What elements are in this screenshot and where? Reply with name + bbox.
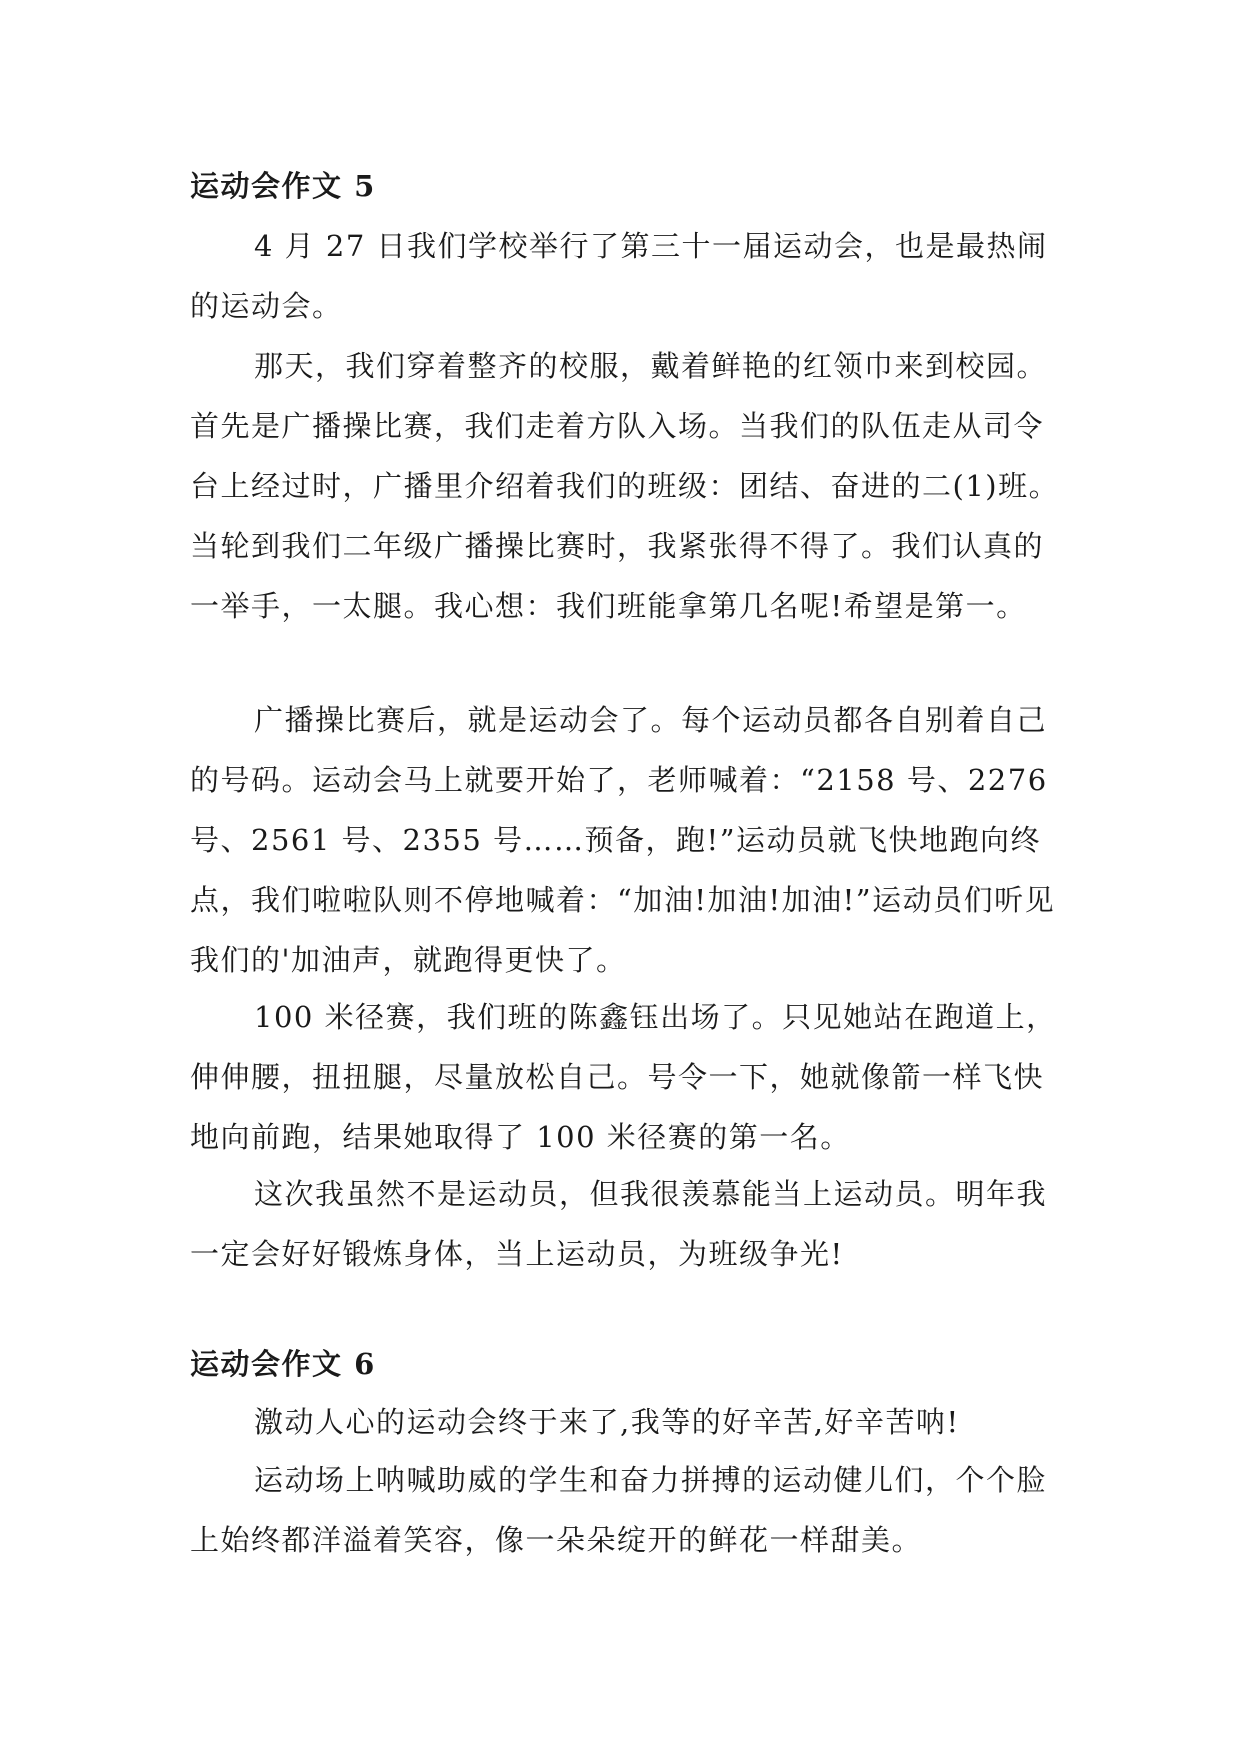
essay-paragraph: 这次我虽然不是运动员，但我很羡慕能当上运动员。明年我一定会好好锻炼身体，当上运动员，为班级争光! bbox=[190, 1177, 1048, 1271]
essay-paragraph: 那天，我们穿着整齐的校服，戴着鲜艳的红领巾来到校园。首先是广播操比赛，我们走着方队入场。当我们的队伍走从司令台上经过时，广播里介绍着我们的班级：团结、奋进的二(1)班。当轮到我们二年级广播操比赛时，我紧张得不得了。我们认真的一举手，一太腿。我心想：我们班能拿第几名呢!希望是第一。 bbox=[190, 349, 1060, 623]
essay-paragraph: 100 米径赛，我们班的陈鑫钰出场了。只见她站在跑道上，伸伸腰，扭扭腿，尽量放松自己。号令一下，她就像箭一样飞快地向前跑，结果她取得了 100 米径赛的第一名。 bbox=[190, 1000, 1057, 1154]
essay-paragraph: 广播操比赛后，就是运动会了。每个运动员都各自别着自己的号码。运动会马上就要开始了，老师喊着：“2158 号、2276 号、2561 号、2355 号……预备，跑!”运动员就飞快地跑向终点，我们啦啦队则不停地喊着：“加油!加油!加油!”运动员们听见我们的'加油声，就跑得更快了。 bbox=[190, 703, 1056, 977]
essay-title: 运动会作文 5 bbox=[190, 169, 376, 203]
essay-title: 运动会作文 6 bbox=[190, 1347, 376, 1381]
essay-paragraph: 激动人心的运动会终于来了,我等的好辛苦,好辛苦呐! bbox=[254, 1405, 960, 1439]
essay-paragraph: 运动场上呐喊助威的学生和奋力拼搏的运动健儿们，个个脸上始终都洋溢着笑容，像一朵朵绽开的鲜花一样甜美。 bbox=[190, 1463, 1048, 1557]
essay-paragraph: 4 月 27 日我们学校举行了第三十一届运动会，也是最热闹的运动会。 bbox=[190, 229, 1048, 323]
